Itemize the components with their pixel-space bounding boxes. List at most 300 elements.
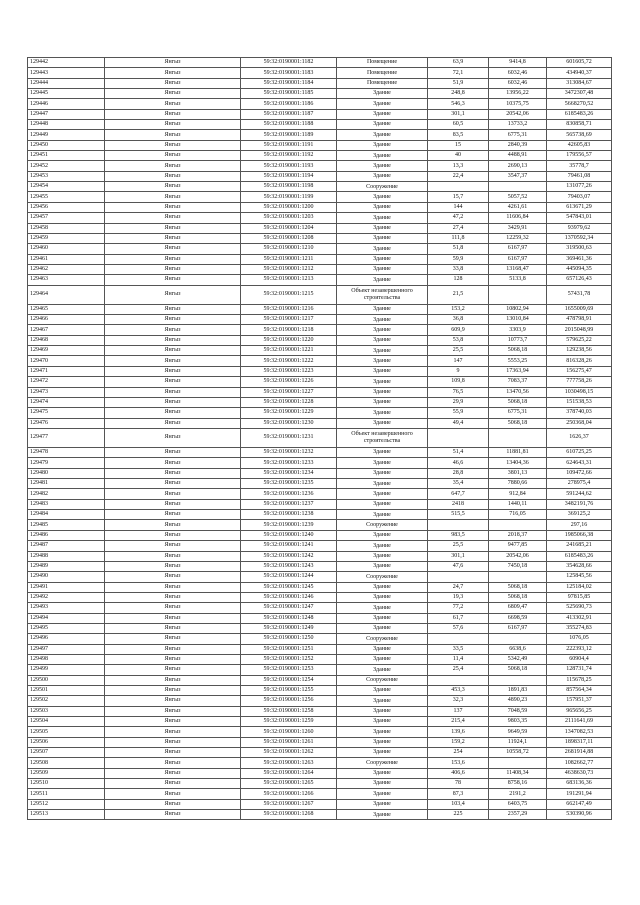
cadastral-value-cell: 965656,25 [547,706,612,716]
cadastral-number-cell: 59:32:0190001:1239 [241,520,337,530]
object-type-cell: Здание [337,109,428,119]
cadastral-number-cell: 59:32:0190001:1253 [241,665,337,675]
cadastral-number-cell: 59:32:0190001:1230 [241,418,337,428]
table-row [28,582,612,592]
settlement-cell: Янгыз [105,592,241,602]
table-row [28,304,612,314]
area-cell: 77,2 [428,603,489,613]
area-cell: 28,8 [428,468,489,478]
settlement-cell: Янгыз [105,530,241,540]
table-row [28,140,612,150]
settlement-cell: Янгыз [105,458,241,468]
settlement-cell: Янгыз [105,789,241,799]
object-type-cell: Здание [337,387,428,397]
unit-value-cell [489,572,547,582]
unit-value-cell: 6809,47 [489,603,547,613]
settlement-cell: Янгыз [105,89,241,99]
unit-value-cell: 6167,97 [489,254,547,264]
record-number-cell: 129506 [28,737,105,747]
object-type-cell: Здание [337,335,428,345]
object-type-cell: Здание [337,377,428,387]
cadastral-number-cell: 59:32:0190001:1187 [241,109,337,119]
cadastral-value-cell: 777758,26 [547,377,612,387]
record-number-cell: 129442 [28,58,105,68]
cadastral-number-cell: 59:32:0190001:1248 [241,613,337,623]
unit-value-cell: 6032,46 [489,78,547,88]
cadastral-value-cell: 525690,73 [547,603,612,613]
table-row [28,346,612,356]
settlement-cell: Янгыз [105,737,241,747]
table-row [28,418,612,428]
object-type-cell: Здание [337,696,428,706]
table-row [28,192,612,202]
record-number-cell: 129495 [28,623,105,633]
cadastral-value-cell: 2681914,88 [547,748,612,758]
cadastral-number-cell: 59:32:0190001:1235 [241,479,337,489]
cadastral-number-cell: 59:32:0190001:1226 [241,377,337,387]
area-cell: 61,7 [428,613,489,623]
unit-value-cell: 5068,18 [489,397,547,407]
settlement-cell: Янгыз [105,335,241,345]
unit-value-cell: 5133,8 [489,275,547,285]
table-row [28,779,612,789]
unit-value-cell [489,634,547,644]
settlement-cell: Янгыз [105,254,241,264]
object-type-cell: Здание [337,275,428,285]
object-type-cell: Здание [337,325,428,335]
unit-value-cell: 3547,37 [489,171,547,181]
table-row [28,665,612,675]
unit-value-cell: 10375,75 [489,99,547,109]
area-cell: 25,5 [428,541,489,551]
cadastral-value-cell: 3482191,76 [547,499,612,509]
table-row [28,335,612,345]
table-row [28,623,612,633]
cadastral-value-cell: 857564,34 [547,685,612,695]
unit-value-cell: 11408,34 [489,768,547,778]
record-number-cell: 129476 [28,418,105,428]
cadastral-value-cell: 530390,96 [547,810,612,820]
table-row [28,275,612,285]
cadastral-number-cell: 59:32:0190001:1250 [241,634,337,644]
unit-value-cell: 10802,94 [489,304,547,314]
area-cell: 19,3 [428,592,489,602]
record-number-cell: 129459 [28,233,105,243]
cadastral-number-cell: 59:32:0190001:1186 [241,99,337,109]
settlement-cell: Янгыз [105,654,241,664]
unit-value-cell: 912,84 [489,489,547,499]
table-row [28,468,612,478]
table-row [28,489,612,499]
area-cell: 111,8 [428,233,489,243]
unit-value-cell: 9803,35 [489,717,547,727]
cadastral-number-cell: 59:32:0190001:1242 [241,551,337,561]
object-type-cell: Здание [337,623,428,633]
object-type-cell: Здание [337,397,428,407]
record-number-cell: 129488 [28,551,105,561]
table-row [28,109,612,119]
object-type-cell: Здание [337,192,428,202]
area-cell: 453,3 [428,685,489,695]
table-row [28,644,612,654]
cadastral-number-cell: 59:32:0190001:1251 [241,644,337,654]
object-type-cell: Объект незавершенного строительства [337,428,428,447]
unit-value-cell: 6403,75 [489,799,547,809]
unit-value-cell: 716,05 [489,510,547,520]
table-row [28,233,612,243]
area-cell: 51,8 [428,244,489,254]
record-number-cell: 129504 [28,717,105,727]
object-type-cell: Здание [337,748,428,758]
area-cell [428,520,489,530]
unit-value-cell: 11881,81 [489,448,547,458]
area-cell: 128 [428,275,489,285]
area-cell: 144 [428,202,489,212]
record-number-cell: 129487 [28,541,105,551]
area-cell: 15,7 [428,192,489,202]
cadastral-value-cell: 445094,35 [547,264,612,274]
table-row [28,58,612,68]
settlement-cell: Янгыз [105,520,241,530]
area-cell: 57,6 [428,623,489,633]
settlement-cell: Янгыз [105,489,241,499]
unit-value-cell: 9477,85 [489,541,547,551]
table-row [28,717,612,727]
area-cell: 83,5 [428,130,489,140]
cadastral-number-cell: 59:32:0190001:1203 [241,213,337,223]
record-number-cell: 129497 [28,644,105,654]
record-number-cell: 129465 [28,304,105,314]
cadastral-number-cell: 59:32:0190001:1255 [241,685,337,695]
cadastral-value-cell: 601605,72 [547,58,612,68]
cadastral-value-table [27,57,612,820]
table-row [28,706,612,716]
record-number-cell: 129508 [28,758,105,768]
area-cell: 33,8 [428,264,489,274]
object-type-cell: Здание [337,779,428,789]
object-type-cell: Здание [337,254,428,264]
object-type-cell: Сооружение [337,182,428,192]
settlement-cell: Янгыз [105,315,241,325]
area-cell: 546,3 [428,99,489,109]
cadastral-value-cell: 657126,43 [547,275,612,285]
area-cell [428,182,489,192]
object-type-cell: Здание [337,304,428,314]
record-number-cell: 129450 [28,140,105,150]
object-type-cell: Помещение [337,58,428,68]
settlement-cell: Янгыз [105,202,241,212]
settlement-cell: Янгыз [105,665,241,675]
object-type-cell: Здание [337,315,428,325]
cadastral-number-cell: 59:32:0190001:1210 [241,244,337,254]
unit-value-cell: 8758,16 [489,779,547,789]
unit-value-cell: 5342,49 [489,654,547,664]
area-cell: 76,5 [428,387,489,397]
record-number-cell: 129454 [28,182,105,192]
settlement-cell: Янгыз [105,387,241,397]
record-number-cell: 129494 [28,613,105,623]
area-cell: 2418 [428,499,489,509]
settlement-cell: Янгыз [105,675,241,685]
record-number-cell: 129453 [28,171,105,181]
cadastral-number-cell: 59:32:0190001:1204 [241,223,337,233]
unit-value-cell: 7450,18 [489,561,547,571]
unit-value-cell: 2018,37 [489,530,547,540]
table-row [28,799,612,809]
area-cell: 13,3 [428,161,489,171]
table-row [28,479,612,489]
cadastral-value-cell: 624643,31 [547,458,612,468]
settlement-cell: Янгыз [105,109,241,119]
unit-value-cell: 13470,56 [489,387,547,397]
area-cell: 47,2 [428,213,489,223]
object-type-cell: Помещение [337,78,428,88]
unit-value-cell: 3429,91 [489,223,547,233]
unit-value-cell: 6638,6 [489,644,547,654]
settlement-cell: Янгыз [105,244,241,254]
cadastral-number-cell: 59:32:0190001:1227 [241,387,337,397]
object-type-cell: Здание [337,592,428,602]
object-type-cell: Здание [337,499,428,509]
cadastral-number-cell: 59:32:0190001:1218 [241,325,337,335]
cadastral-number-cell: 59:32:0190001:1191 [241,140,337,150]
table-row [28,120,612,130]
area-cell: 25,4 [428,665,489,675]
record-number-cell: 129496 [28,634,105,644]
table-row [28,541,612,551]
object-type-cell: Здание [337,120,428,130]
table-row [28,408,612,418]
record-number-cell: 129485 [28,520,105,530]
table-row [28,810,612,820]
unit-value-cell: 7083,37 [489,377,547,387]
area-cell: 153,6 [428,758,489,768]
unit-value-cell: 5068,18 [489,582,547,592]
table-row [28,356,612,366]
table-row [28,551,612,561]
area-cell: 139,6 [428,727,489,737]
record-number-cell: 129480 [28,468,105,478]
record-number-cell: 129501 [28,685,105,695]
cadastral-number-cell: 59:32:0190001:1260 [241,727,337,737]
cadastral-value-cell: 151538,53 [547,397,612,407]
unit-value-cell: 5057,52 [489,192,547,202]
record-number-cell: 129461 [28,254,105,264]
cadastral-number-cell: 59:32:0190001:1233 [241,458,337,468]
unit-value-cell: 20542,06 [489,109,547,119]
cadastral-value-cell: 1030498,15 [547,387,612,397]
settlement-cell: Янгыз [105,748,241,758]
table-row [28,613,612,623]
unit-value-cell: 10558,72 [489,748,547,758]
area-cell: 9 [428,366,489,376]
settlement-cell: Янгыз [105,623,241,633]
record-number-cell: 129463 [28,275,105,285]
record-number-cell: 129503 [28,706,105,716]
area-cell: 35,4 [428,479,489,489]
table-row [28,325,612,335]
record-number-cell: 129468 [28,335,105,345]
object-type-cell: Здание [337,613,428,623]
table-row [28,315,612,325]
object-type-cell: Здание [337,706,428,716]
cadastral-value-cell: 1985066,38 [547,530,612,540]
area-cell: 406,6 [428,768,489,778]
cadastral-value-cell: 4638630,73 [547,768,612,778]
cadastral-value-cell: 830858,71 [547,120,612,130]
settlement-cell: Янгыз [105,499,241,509]
cadastral-value-cell: 2015048,99 [547,325,612,335]
settlement-cell: Янгыз [105,582,241,592]
settlement-cell: Янгыз [105,356,241,366]
settlement-cell: Янгыз [105,685,241,695]
area-cell: 55,9 [428,408,489,418]
area-cell: 60,5 [428,120,489,130]
unit-value-cell: 9414,8 [489,58,547,68]
unit-value-cell: 5553,25 [489,356,547,366]
cadastral-value-cell: 478798,91 [547,315,612,325]
cadastral-value-cell: 241685,21 [547,541,612,551]
unit-value-cell: 2840,39 [489,140,547,150]
table-row [28,448,612,458]
cadastral-number-cell: 59:32:0190001:1194 [241,171,337,181]
settlement-cell: Янгыз [105,99,241,109]
record-number-cell: 129443 [28,68,105,78]
settlement-cell: Янгыз [105,285,241,304]
table-row [28,572,612,582]
record-number-cell: 129507 [28,748,105,758]
cadastral-number-cell: 59:32:0190001:1184 [241,78,337,88]
table-row [28,182,612,192]
object-type-cell: Здание [337,161,428,171]
object-type-cell: Здание [337,654,428,664]
record-number-cell: 129466 [28,315,105,325]
table-row [28,758,612,768]
table-row [28,213,612,223]
cadastral-value-cell: 1626,37 [547,428,612,447]
settlement-cell: Янгыз [105,613,241,623]
settlement-cell: Янгыз [105,161,241,171]
unit-value-cell: 2191,2 [489,789,547,799]
record-number-cell: 129462 [28,264,105,274]
unit-value-cell: 11606,84 [489,213,547,223]
cadastral-number-cell: 59:32:0190001:1212 [241,264,337,274]
area-cell: 78 [428,779,489,789]
cadastral-number-cell: 59:32:0190001:1217 [241,315,337,325]
cadastral-number-cell: 59:32:0190001:1236 [241,489,337,499]
unit-value-cell: 4261,61 [489,202,547,212]
cadastral-value-cell: 131077,26 [547,182,612,192]
area-cell [428,572,489,582]
unit-value-cell: 6167,97 [489,244,547,254]
record-number-cell: 129486 [28,530,105,540]
area-cell: 53,8 [428,335,489,345]
cadastral-value-cell: 157951,37 [547,696,612,706]
cadastral-number-cell: 59:32:0190001:1268 [241,810,337,820]
table-row [28,78,612,88]
settlement-cell: Янгыз [105,377,241,387]
object-type-cell: Здание [337,717,428,727]
cadastral-value-cell: 378740,03 [547,408,612,418]
record-number-cell: 129490 [28,572,105,582]
record-number-cell: 129451 [28,151,105,161]
table-row [28,696,612,706]
area-cell: 72,1 [428,68,489,78]
settlement-cell: Янгыз [105,634,241,644]
cadastral-value-cell: 115678,25 [547,675,612,685]
cadastral-number-cell: 59:32:0190001:1249 [241,623,337,633]
area-cell: 51,9 [428,78,489,88]
cadastral-number-cell: 59:32:0190001:1228 [241,397,337,407]
settlement-cell: Янгыз [105,448,241,458]
cadastral-value-cell: 662147,49 [547,799,612,809]
table-row [28,99,612,109]
record-number-cell: 129511 [28,789,105,799]
settlement-cell: Янгыз [105,706,241,716]
object-type-cell: Сооружение [337,758,428,768]
settlement-cell: Янгыз [105,130,241,140]
table-row [28,561,612,571]
object-type-cell: Здание [337,233,428,243]
area-cell [428,634,489,644]
cadastral-value-cell: 413302,91 [547,613,612,623]
settlement-cell: Янгыз [105,408,241,418]
cadastral-number-cell: 59:32:0190001:1267 [241,799,337,809]
object-type-cell: Здание [337,264,428,274]
area-cell: 51,4 [428,448,489,458]
table-row [28,520,612,530]
settlement-cell: Янгыз [105,541,241,551]
table-row [28,789,612,799]
cadastral-value-cell: 816328,26 [547,356,612,366]
unit-value-cell: 13733,2 [489,120,547,130]
cadastral-value-cell: 2111641,69 [547,717,612,727]
cadastral-value-cell: 610725,25 [547,448,612,458]
area-cell: 33,5 [428,644,489,654]
record-number-cell: 129444 [28,78,105,88]
object-type-cell: Здание [337,418,428,428]
table-row [28,171,612,181]
unit-value-cell [489,675,547,685]
cadastral-number-cell: 59:32:0190001:1241 [241,541,337,551]
table-row [28,161,612,171]
cadastral-value-cell: 222393,12 [547,644,612,654]
cadastral-number-cell: 59:32:0190001:1245 [241,582,337,592]
cadastral-number-cell: 59:32:0190001:1222 [241,356,337,366]
object-type-cell: Здание [337,468,428,478]
settlement-cell: Янгыз [105,561,241,571]
cadastral-number-cell: 59:32:0190001:1185 [241,89,337,99]
object-type-cell: Здание [337,356,428,366]
area-cell: 109,8 [428,377,489,387]
table-row [28,264,612,274]
cadastral-value-cell: 125184,02 [547,582,612,592]
cadastral-number-cell: 59:32:0190001:1256 [241,696,337,706]
cadastral-number-cell: 59:32:0190001:1266 [241,789,337,799]
unit-value-cell: 6032,46 [489,68,547,78]
cadastral-number-cell: 59:32:0190001:1231 [241,428,337,447]
settlement-cell: Янгыз [105,275,241,285]
object-type-cell: Здание [337,510,428,520]
cadastral-number-cell: 59:32:0190001:1234 [241,468,337,478]
record-number-cell: 129491 [28,582,105,592]
area-cell: 609,9 [428,325,489,335]
settlement-cell: Янгыз [105,717,241,727]
object-type-cell: Здание [337,551,428,561]
record-number-cell: 129492 [28,592,105,602]
cadastral-value-cell: 1076,05 [547,634,612,644]
table-row [28,530,612,540]
